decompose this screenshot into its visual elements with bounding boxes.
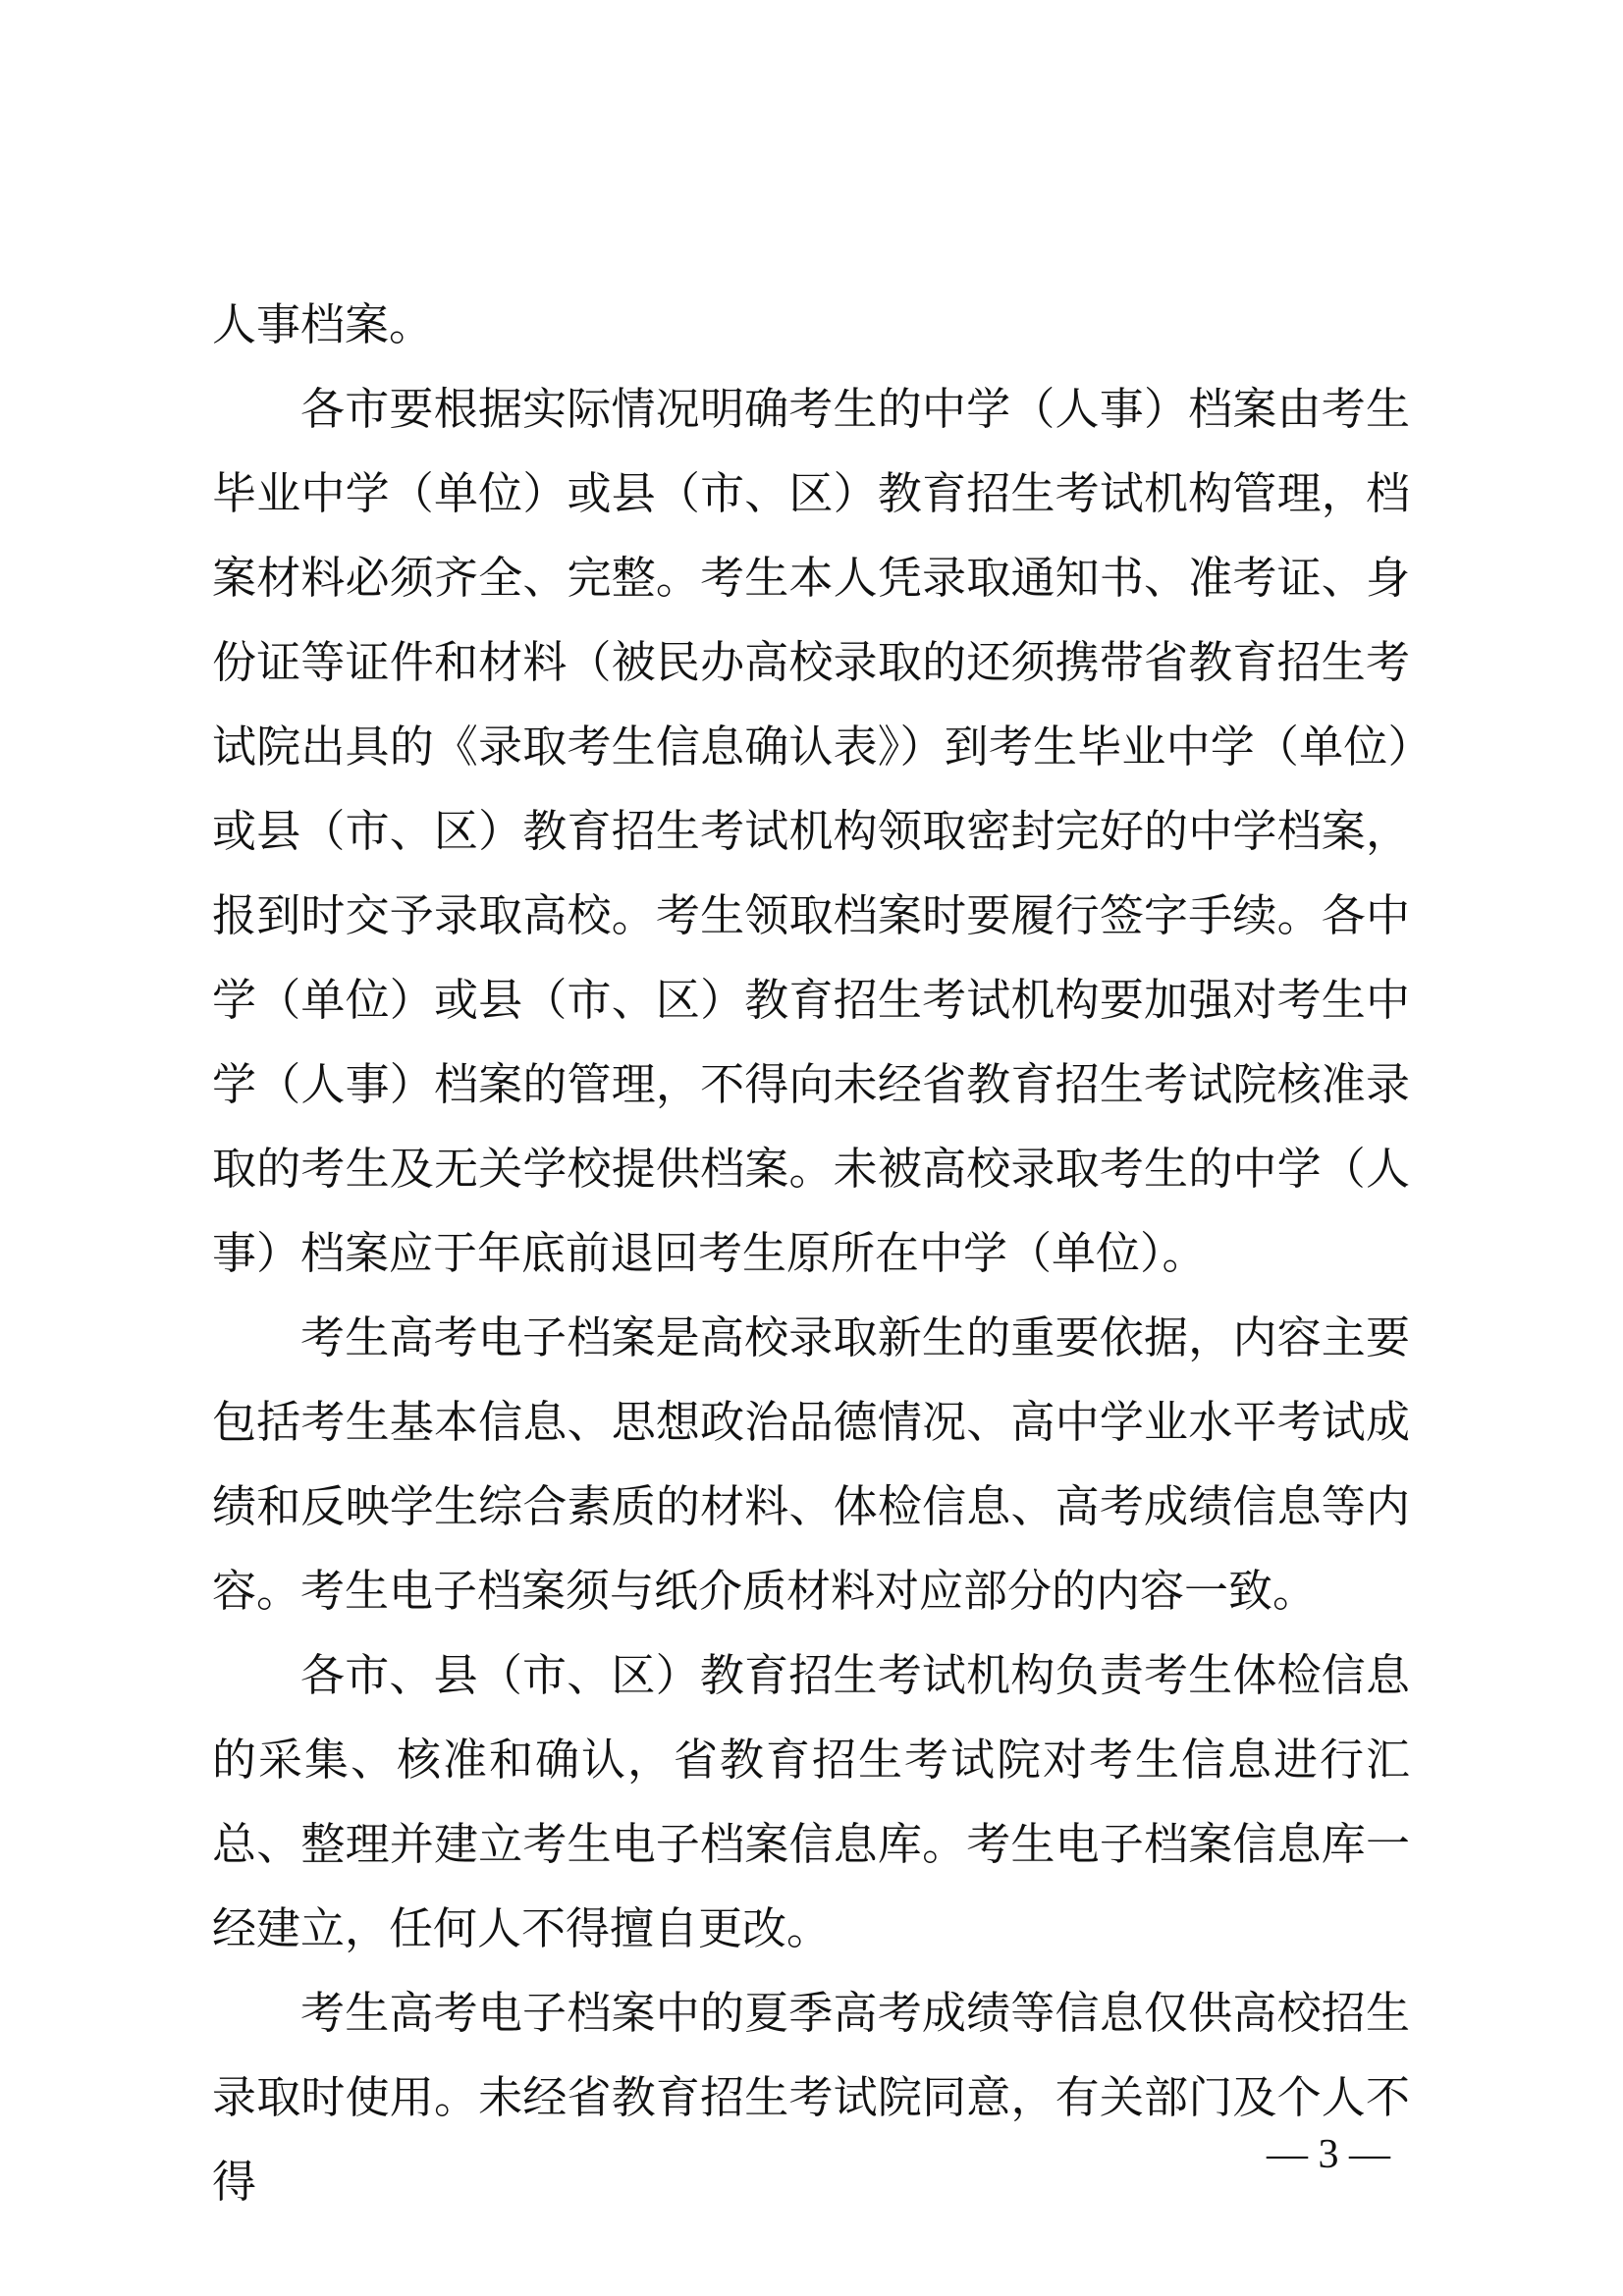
paragraph-4: 各市、县（市、区）教育招生考试机构负责考生体检信息的采集、核准和确认，省教育招生考试院对考生信息进行汇总、整理并建立考生电子档案信息库。考生电子档案信息库一经建立，任何人不得擅自更改。	[212, 1649, 1410, 1954]
paragraph-5: 考生高考电子档案中的夏季高考成绩等信息仅供高校招生录取时使用。未经省教育招生考试院同意，有关部门及个人不得	[212, 1987, 1410, 2208]
paragraph-3: 考生高考电子档案是高校录取新生的重要依据，内容主要包括考生基本信息、思想政治品德情况、高中学业水平考试成绩和反映学生综合素质的材料、体检信息、高考成绩信息等内容。考生电子档案须与纸介质材料对应部分的内容一致。	[212, 1311, 1410, 1617]
paragraph-2: 各市要根据实际情况明确考生的中学（人事）档案由考生毕业中学（单位）或县（市、区）教育招生考试机构管理，档案材料必须齐全、完整。考生本人凭录取通知书、准考证、身份证等证件和材料（被民办高校录取的还须携带省教育招生考试院出具的《录取考生信息确认表》）到考生毕业中学（单位）或县（市、区）教育招生考试机构领取密封完好的中学档案，报到时交予录取高校。考生领取档案时要履行签字手续。各中学（单位）或县（市、区）教育招生考试机构要加强对考生中学（人事）档案的管理，不得向未经省教育招生考试院核准录取的考生及无关学校提供档案。未被高校录取考生的中学（人事）档案应于年底前退回考生原所在中学（单位）。	[212, 383, 1410, 1279]
paragraph-1: 人事档案。	[212, 298, 434, 350]
page-number: — 3 —	[1267, 2132, 1390, 2177]
document-body	[212, 283, 1410, 2224]
